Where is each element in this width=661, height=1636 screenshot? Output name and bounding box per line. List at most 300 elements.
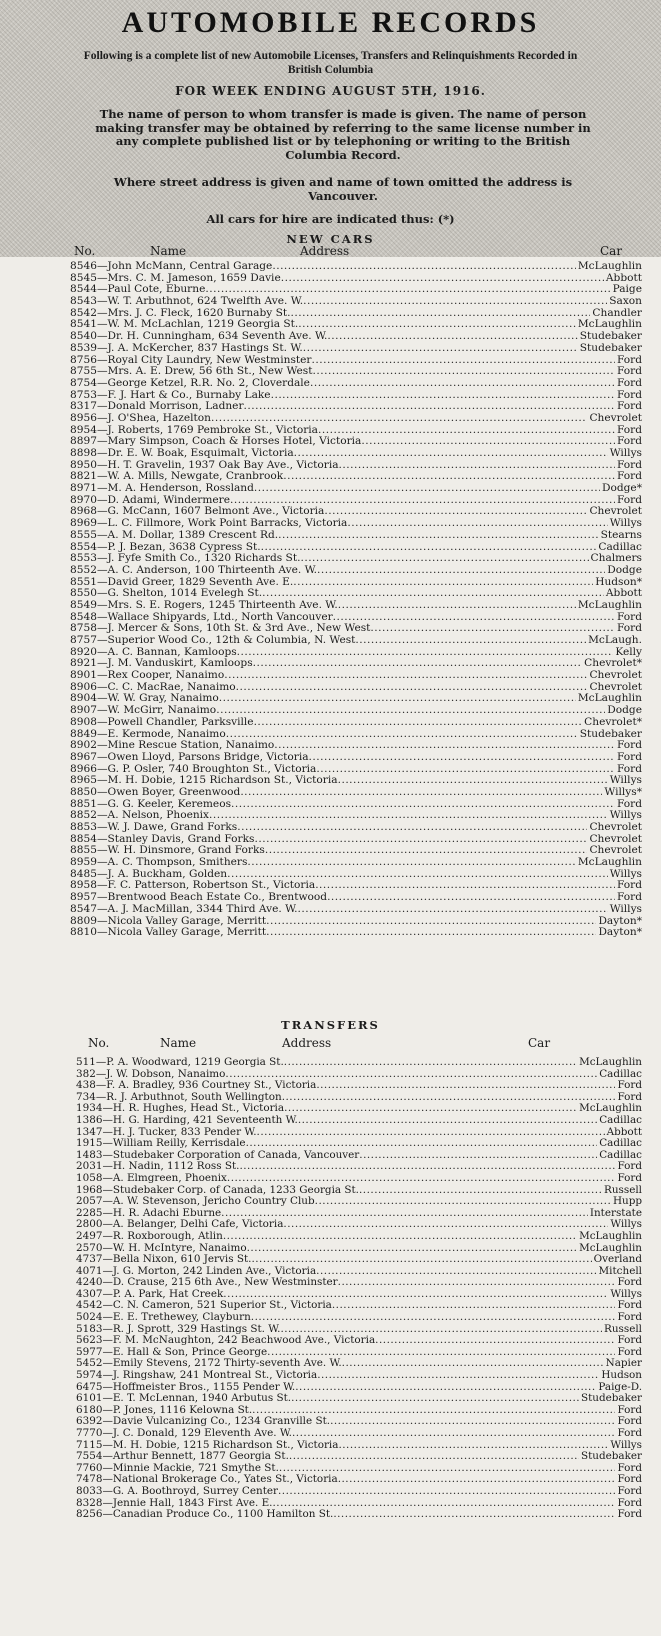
car-make: McLaughlin (579, 1103, 642, 1115)
dot-leader (281, 273, 604, 285)
dot-leader (375, 1335, 615, 1347)
list-item (70, 530, 642, 542)
car-make: Studebaker (579, 728, 642, 740)
car-make: Abbott (605, 272, 642, 284)
dot-leader (251, 1312, 616, 1324)
list-item (70, 904, 642, 916)
list-item (76, 1440, 642, 1452)
dot-leader (316, 1266, 596, 1278)
car-make: Cadillac (599, 1114, 642, 1126)
car-make: Cadillac (599, 1138, 642, 1150)
car-make: Russell (604, 1323, 642, 1335)
dot-leader (315, 1196, 611, 1208)
entry-text: 8901—Rex Cooper, Nanaimo (70, 670, 225, 682)
list-item (76, 1092, 642, 1104)
dot-leader (254, 717, 583, 729)
list-item (70, 460, 642, 472)
dot-leader (211, 413, 587, 425)
list-item (76, 1185, 642, 1197)
list-item (70, 857, 642, 869)
car-make: McLaugh. (588, 635, 642, 646)
entry-text: 8757—Superior Wood Co., 12th & Columbia, N. West (70, 635, 356, 646)
car-make: Ford (617, 389, 642, 401)
dot-leader (251, 1254, 591, 1266)
car-make: Dayton* (598, 915, 642, 927)
dot-leader (247, 857, 575, 869)
entry-text: 8970—D. Adami, Windermere (70, 494, 230, 506)
dot-leader (267, 1347, 615, 1359)
list-item (76, 1370, 642, 1382)
list-item (76, 1208, 642, 1220)
entry-text: 5977—E. Hall & Son, Prince George (76, 1346, 268, 1358)
transfers-column-headers (88, 1036, 658, 1050)
dot-leader (291, 308, 591, 320)
car-make: Ford (617, 623, 642, 635)
entry-text: 8256—Canadian Produce Co., 1100 Hamilton St. (76, 1509, 334, 1521)
entry-text: 2031—H. Nadin, 1112 Ross St. (76, 1161, 240, 1173)
list-item (76, 1277, 642, 1289)
entry-text: 8544—Paul Cote, Eburne (70, 284, 206, 296)
list-item (76, 1358, 642, 1370)
car-make: Ford (617, 892, 642, 904)
dot-leader (315, 880, 615, 892)
dot-leader (223, 1231, 577, 1243)
list-item (70, 471, 642, 483)
column-name: Name (160, 1036, 197, 1050)
column-car: Car (528, 1036, 551, 1050)
entry-text: 8902—Mine Rescue Station, Nanaimo (70, 740, 275, 752)
entry-text: 8968—G. McCann, 1607 Belmont Ave., Victoria (70, 506, 325, 518)
car-make: Chevrolet (589, 412, 642, 424)
dot-leader (347, 518, 607, 530)
car-make: Ford (617, 751, 642, 763)
list-item (76, 1509, 642, 1521)
dot-leader (283, 471, 615, 483)
entry-text: 1483—Studebaker Corporation of Canada, Vancouver (76, 1149, 360, 1161)
dot-leader (316, 764, 615, 776)
transfer-note: The name of person to whom transfer is made is given. The name of person making transfer may be obtained by referring to the same license number in any complete published list or by telephoning or writing to the British Columbia Record. (95, 107, 591, 162)
entry-text: 8552—A. C. Anderson, 100 Thirteenth Ave. W. (70, 564, 317, 576)
column-no: No. (88, 1036, 110, 1050)
entry-text: 8754—George Ketzel, R.R. No. 2, Cloverdale (70, 377, 310, 389)
car-make: Hudson* (595, 576, 642, 588)
list-item (76, 1150, 642, 1162)
dot-leader (309, 752, 615, 764)
dot-leader (327, 892, 615, 904)
dot-leader (338, 775, 608, 787)
list-item (70, 764, 642, 776)
entry-text: 8543—W. T. Arbuthnot, 624 Twelfth Ave. W. (70, 296, 304, 308)
car-make: McLaughlin (577, 693, 642, 705)
dot-leader (295, 1382, 596, 1394)
list-item (70, 647, 642, 659)
entry-text: 8850—Owen Boyer, Greenwood (70, 786, 241, 798)
dot-leader (310, 378, 615, 390)
column-car: Car (600, 244, 623, 258)
dot-leader (317, 565, 605, 577)
car-make: Cadillac (599, 1149, 642, 1161)
dot-leader (266, 916, 596, 928)
entry-text: 8898—Dr. E. W. Boak, Esquimalt, Victoria (70, 448, 294, 459)
car-make: Russell (604, 1184, 642, 1196)
car-make: Chevrolet* (584, 716, 642, 728)
entry-text: 8956—J. O'Shea, Hazelton (70, 412, 211, 424)
list-item (70, 693, 642, 705)
car-make: Willys (610, 1288, 642, 1300)
entry-text: 7760—Minnie Mackie, 721 Smythe St. (76, 1462, 279, 1474)
car-make: Chevrolet (589, 833, 642, 845)
entry-text: 6180—P. Jones, 1116 Kelowna St. (76, 1404, 253, 1416)
week-ending: FOR WEEK ENDING AUGUST 5TH, 1916. (175, 84, 486, 98)
car-make: Stearns (600, 529, 642, 541)
car-make: Ford (617, 1474, 642, 1486)
entry-text: 4307—P. A. Park, Hat Creek (76, 1288, 224, 1300)
list-item (70, 331, 642, 343)
list-item (76, 1243, 642, 1255)
dot-leader (209, 810, 608, 822)
list-item (70, 635, 642, 647)
dot-leader (265, 845, 588, 857)
entry-text: 8954—J. Roberts, 1769 Pembroke St., Victoria (70, 424, 318, 436)
entry-text: 8541—W. M. McLachlan, 1219 Georgia St. (70, 319, 299, 331)
entry-text: 8821—W. A. Mills, Newgate, Cranbrook (70, 471, 284, 483)
list-item (70, 506, 642, 518)
entry-text: 6475—Hoffmeister Bros., 1155 Pender W. (76, 1381, 296, 1393)
dot-leader (332, 1300, 616, 1312)
entry-text: 8548—Wallace Shipyards, Ltd., North Vancouver (70, 611, 333, 623)
entry-text: 8920—A. C. Bannan, Kamloops (70, 646, 237, 658)
dot-leader (225, 1069, 597, 1081)
dot-leader (359, 1150, 597, 1162)
dot-leader (230, 495, 615, 507)
entry-text: 5183—R. J. Sprott, 329 Hastings St. W. (76, 1323, 281, 1335)
entry-text: 8546—John McMann, Central Garage (70, 261, 273, 272)
dot-leader (219, 693, 576, 705)
entry-text: 8967—Owen Lloyd, Parsons Bridge, Victoria (70, 751, 309, 763)
transfers-heading: TRANSFERS (281, 1018, 380, 1032)
dot-leader (342, 1358, 604, 1370)
car-make: Ford (617, 763, 642, 775)
car-make: Willys* (604, 786, 642, 798)
car-make: Chevrolet (589, 822, 642, 833)
dot-leader (257, 1127, 605, 1139)
list-item (70, 822, 642, 834)
list-item (76, 1498, 642, 1510)
dot-leader (261, 542, 597, 554)
dot-leader (311, 355, 615, 367)
list-item (76, 1103, 642, 1115)
entry-text: 8958—F. C. Patterson, Robertson St., Victoria (70, 880, 316, 892)
list-item (70, 261, 642, 273)
entry-text: 8851—G. G. Keeler, Keremeos (70, 798, 232, 810)
car-make: Ford (617, 1091, 642, 1103)
entry-text: 5623—F. M. McNaughton, 242 Beachwood Ave., Victoria (76, 1335, 376, 1347)
dot-leader (303, 343, 578, 355)
list-item (70, 752, 642, 764)
entry-text: 8969—L. C. Fillmore, Work Point Barracks, Victoria (70, 518, 348, 530)
car-make: Dodge (607, 564, 642, 576)
entry-text: 8550—G. Shelton, 1014 Evelegh St. (70, 588, 263, 600)
list-item (70, 425, 642, 437)
entry-text: 8555—A. M. Dollar, 1389 Crescent Rd. (70, 529, 279, 541)
list-item (70, 880, 642, 892)
dot-leader (266, 927, 596, 939)
header-panel (0, 0, 661, 257)
list-item (70, 436, 642, 448)
list-item (70, 343, 642, 355)
list-item (76, 1115, 642, 1127)
entry-text: 7554—Arthur Bennett, 1877 Georgia St. (76, 1451, 289, 1463)
dot-leader (280, 1324, 602, 1336)
list-item (70, 518, 642, 530)
car-make: Ford (617, 494, 642, 506)
dot-leader (221, 1208, 588, 1220)
car-make: Ford (617, 1172, 642, 1184)
car-make: Chevrolet* (584, 658, 642, 670)
entry-text: 1915—William Reilly, Kerrisdale (76, 1138, 246, 1150)
car-make: Ford (617, 1509, 642, 1521)
car-make: Dayton* (598, 927, 642, 939)
entry-text: 8971—M. A. Henderson, Rossland (70, 483, 254, 495)
entry-text: 438—F. A. Bradley, 936 Courtney St., Victoria (76, 1080, 317, 1092)
dot-leader (274, 740, 615, 752)
car-make: Mitchell (598, 1265, 642, 1277)
car-make: Saxon (609, 296, 642, 308)
car-make: Willys (609, 903, 642, 915)
dot-leader (237, 647, 614, 659)
car-make: McLaughlin (577, 857, 642, 869)
dot-leader (244, 401, 615, 413)
entry-text: 8554—P. J. Bezan, 3638 Cypress St. (70, 541, 261, 553)
list-item (70, 658, 642, 670)
list-item (70, 401, 642, 413)
dot-leader (252, 1405, 615, 1417)
dot-leader (291, 1393, 579, 1405)
entry-text: 8897—Mary Simpson, Coach & Horses Hotel, Victoria (70, 436, 362, 448)
entry-text: 8756—Royal City Laundry, New Westminster (70, 354, 312, 366)
dot-leader (284, 1103, 577, 1115)
dot-leader (318, 425, 615, 437)
dot-leader (226, 729, 578, 741)
list-item (70, 296, 642, 308)
dot-leader (278, 530, 598, 542)
list-item (70, 483, 642, 495)
list-item (76, 1219, 642, 1231)
entry-text: 8810—Nicola Valley Garage, Merritt (70, 927, 267, 939)
car-make: Ford (617, 1462, 642, 1474)
entry-text: 1386—H. G. Harding, 421 Seventeenth W. (76, 1114, 298, 1126)
car-make: Studebaker (580, 1393, 642, 1405)
entry-text: 7770—J. C. Donald, 129 Eleventh Ave. W. (76, 1428, 292, 1439)
new-cars-column-headers (70, 244, 640, 258)
car-make: Chalmers (590, 553, 642, 565)
list-item (70, 916, 642, 928)
car-make: Ford (617, 1300, 642, 1312)
dot-leader (338, 600, 576, 612)
list-item (70, 577, 642, 589)
dot-leader (327, 331, 577, 343)
dot-leader (278, 1486, 615, 1498)
list-item (76, 1474, 642, 1486)
list-item (76, 1289, 642, 1301)
list-item (76, 1231, 642, 1243)
dot-leader (317, 1370, 599, 1382)
car-make: Studebaker (580, 1451, 642, 1463)
entry-text: 8551—David Greer, 1829 Seventh Ave. E. (70, 576, 294, 588)
car-make: McLaughlin (577, 319, 642, 331)
list-item (76, 1057, 642, 1069)
list-item (76, 1405, 642, 1417)
car-make: Ford (617, 1485, 642, 1497)
list-item (70, 413, 642, 425)
entry-text: 7115—M. H. Dobie, 1215 Richardson St., Victoria (76, 1439, 339, 1451)
car-make: Willys (609, 810, 642, 822)
car-make: Ford (617, 798, 642, 810)
car-make: Dodge (607, 705, 642, 717)
list-item (76, 1416, 642, 1428)
dot-leader (272, 261, 576, 273)
car-make: Ford (617, 436, 642, 448)
entry-text: 2285—H. R. Adachi Eburne (76, 1207, 222, 1219)
list-item (76, 1428, 642, 1440)
list-item (76, 1486, 642, 1498)
hire-note: All cars for hire are indicated thus: (*) (206, 212, 455, 226)
dot-leader (223, 1289, 608, 1301)
entry-text: 8849—E. Kermode, Nanaimo (70, 728, 226, 740)
new-cars-heading: NEW CARS (286, 232, 375, 246)
entry-text: 7478—National Brokerage Co., Yates St., Victoria (76, 1474, 338, 1486)
car-make: Ford (617, 1428, 642, 1439)
entry-text: 8540—Dr. H. Cunningham, 634 Seventh Ave. W. (70, 331, 328, 343)
car-make: Overland (593, 1254, 642, 1266)
dot-leader (292, 1428, 616, 1440)
entry-text: 4737—Bella Nixon, 610 Jervis St. (76, 1254, 252, 1266)
dot-leader (333, 612, 615, 624)
car-make: Cadillac (598, 541, 642, 553)
entry-text: 8966—G. P. Osler, 740 Broughton St., Victoria (70, 763, 317, 775)
entry-text: 5974—J. Ringshaw, 241 Montreal St., Victoria (76, 1370, 318, 1382)
car-make: McLaughlin (577, 599, 642, 611)
entry-text: 8549—Mrs. S. E. Rogers, 1245 Thirteenth Ave. W. (70, 599, 338, 611)
list-item (70, 588, 642, 600)
list-item (76, 1451, 642, 1463)
dot-leader (254, 483, 600, 495)
car-make: Ford (617, 459, 642, 471)
entry-text: 8950—H. T. Gravelin, 1937 Oak Bay Ave., Victoria (70, 459, 339, 471)
car-make: Ford (617, 1346, 642, 1358)
list-item (76, 1266, 642, 1278)
car-make: Willys (609, 448, 642, 459)
list-item (70, 448, 642, 460)
list-item (76, 1138, 642, 1150)
car-make: Hupp (612, 1196, 642, 1208)
list-item (70, 787, 642, 799)
entry-text: 8033—G. A. Boothroyd, Surrey Center (76, 1485, 278, 1497)
column-address: Address (300, 244, 350, 258)
dot-leader (333, 1509, 615, 1521)
entry-text: 8758—J. Mercer & Sons, 10th St. & 3rd Ave., New West (70, 623, 371, 635)
car-make: Ford (617, 1312, 642, 1324)
column-address: Address (282, 1036, 332, 1050)
list-item (70, 542, 642, 554)
car-make: McLaughlin (579, 1057, 642, 1068)
dot-leader (271, 390, 615, 402)
list-item (76, 1382, 642, 1394)
dot-leader (284, 1057, 577, 1069)
car-make: Paige (612, 284, 642, 296)
dot-leader (370, 623, 615, 635)
car-make: Abbott (605, 588, 642, 600)
entry-text: 4071—J. G. Morton, 242 Linden Ave., Victoria (76, 1265, 317, 1277)
list-item (70, 565, 642, 577)
car-make: McLaughlin (579, 1242, 642, 1254)
list-item (76, 1324, 642, 1336)
dot-leader (262, 588, 604, 600)
dot-leader (253, 658, 583, 670)
entry-text: 8852—A. Nelson, Phoenix (70, 810, 210, 822)
car-make: Ford (617, 1404, 642, 1416)
dot-leader (254, 834, 587, 846)
list-item (70, 869, 642, 881)
car-make: McLaughlin (579, 1230, 642, 1242)
car-make: Ford (617, 1277, 642, 1289)
entry-text: 5452—Emily Stevens, 2172 Thirty-seventh Ave. W. (76, 1358, 342, 1370)
dot-leader (294, 448, 608, 460)
column-name: Name (150, 244, 187, 258)
entry-text: 8853—W. J. Dawe, Grand Forks (70, 822, 238, 833)
car-make: Ford (617, 1416, 642, 1428)
entry-text: 1934—H. R. Hughes, Head St., Victoria (76, 1103, 285, 1115)
car-make: Ford (617, 424, 642, 436)
dot-leader (316, 1080, 615, 1092)
entry-text: 6392—Davie Vulcanizing Co., 1234 Granville St. (76, 1416, 331, 1428)
entry-text: 8328—Jennie Hall, 1843 First Ave. E. (76, 1497, 273, 1509)
list-item (70, 273, 642, 285)
dot-leader (227, 1173, 616, 1185)
dot-leader (298, 1115, 597, 1127)
list-item (70, 355, 642, 367)
dot-leader (298, 319, 576, 331)
entry-text: 8553—J. Fyfe Smith Co., 1320 Richards St. (70, 553, 301, 565)
entry-text: 8809—Nicola Valley Garage, Merritt (70, 915, 267, 927)
car-make: Ford (617, 1080, 642, 1092)
entry-text: 8753—F. J. Hart & Co., Burnaby Lake (70, 389, 271, 401)
entry-text: 2570—W. H. McIntyre, Nanaimo (76, 1242, 247, 1254)
dot-leader (338, 1440, 608, 1452)
car-make: Ford (617, 366, 642, 378)
entry-text: 6101—E. T. McLennan, 1940 Arbutus St. (76, 1393, 292, 1405)
address-note: Where street address is given and name of town omitted the address is Vancouver. (113, 175, 573, 203)
car-make: Dodge* (601, 483, 642, 495)
entry-text: 8959—A. C. Thompson, Smithers (70, 857, 248, 869)
car-make: Willys (610, 1439, 642, 1451)
list-item (76, 1300, 642, 1312)
car-make: Willys (609, 775, 642, 787)
list-item (70, 612, 642, 624)
car-make: Chevrolet (589, 506, 642, 518)
list-item (70, 623, 642, 635)
dot-leader (237, 822, 587, 834)
list-item (76, 1080, 642, 1092)
dot-leader (283, 1219, 608, 1231)
list-item (70, 682, 642, 694)
list-item (76, 1127, 642, 1139)
list-item (70, 740, 642, 752)
dot-leader (330, 1416, 615, 1428)
dot-leader (216, 705, 605, 717)
car-make: Chevrolet (589, 845, 642, 857)
dot-leader (359, 1185, 602, 1197)
